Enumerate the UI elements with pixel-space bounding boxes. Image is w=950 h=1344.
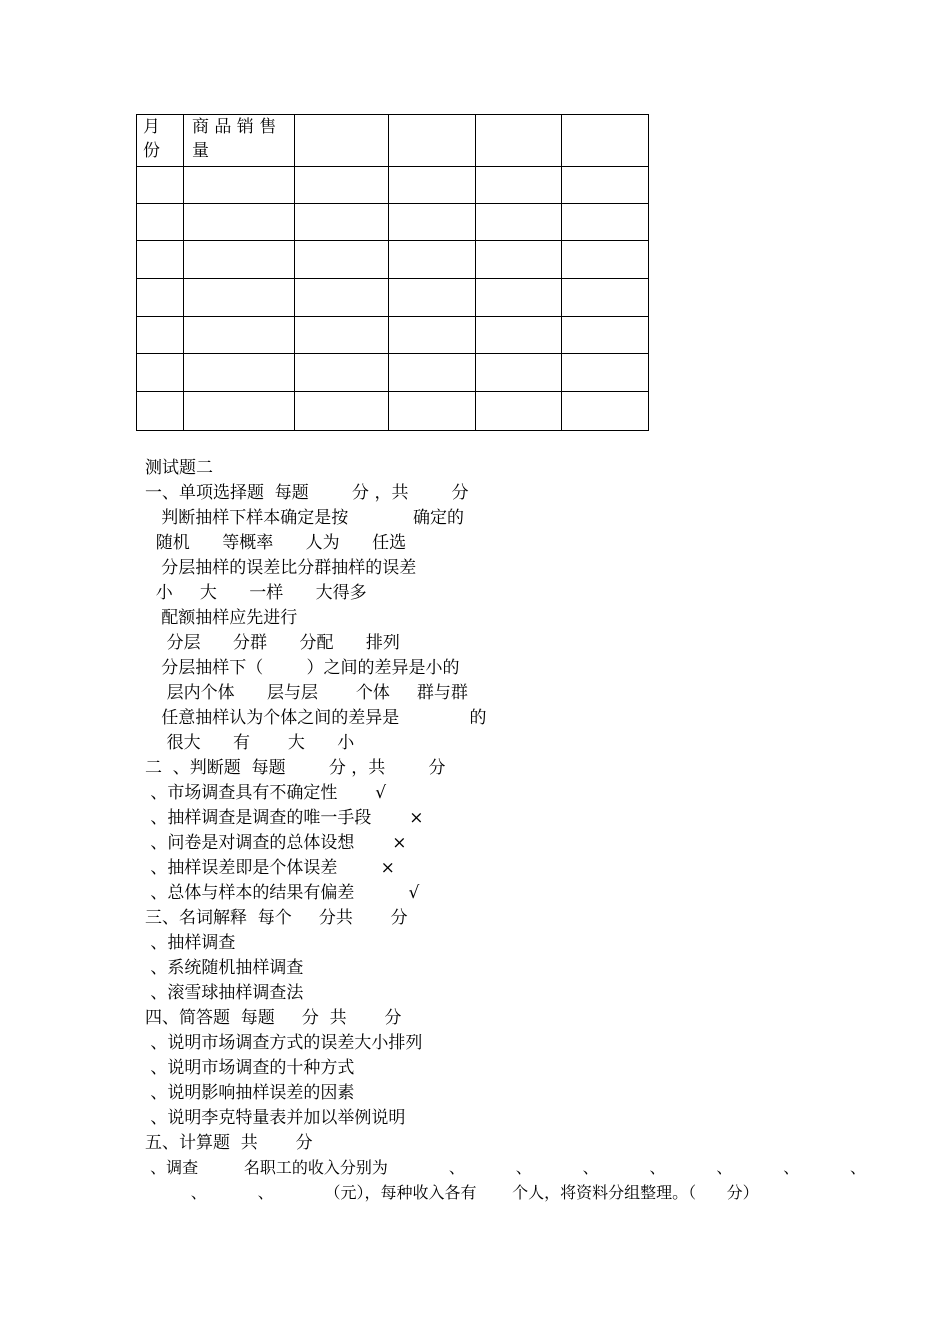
table-row [137, 392, 649, 431]
header-cell-3 [295, 115, 389, 167]
header-month-line-1: 月 [143, 117, 160, 137]
question-2-options: 小 大 一样 大得多 [145, 583, 367, 603]
heading-calculation: 五、计算题 共 分 [145, 1133, 313, 1153]
table-row [137, 279, 649, 317]
question-5: 任意抽样认为个体之间的差异是 的 [145, 708, 487, 728]
definition-item-2: 、系统随机抽样调查 [145, 958, 304, 978]
table-row [137, 241, 649, 279]
short-answer-2: 、说明市场调查的十种方式 [145, 1058, 355, 1078]
question-3-options: 分层 分群 分配 排列 [145, 633, 400, 653]
header-sales-line-1: 商 品 销 售 [192, 117, 277, 137]
header-sales-line-2: 量 [192, 141, 209, 161]
definition-item-3: 、滚雪球抽样调查法 [145, 983, 304, 1003]
header-month-line-2: 份 [143, 141, 160, 161]
table-header-row [137, 115, 649, 167]
calculation-line-2: 、 、 （元），每种收入各有 个人，将资料分组整理。（ 分） [145, 1183, 759, 1202]
table-row [137, 167, 649, 204]
heading-true-false: 二 、判断题 每题 分 ，共 分 [145, 758, 446, 778]
short-answer-3: 、说明影响抽样误差的因素 [145, 1083, 355, 1103]
calculation-line-1: 、调查 名职工的收入分别为 、 、 、 、 、 、 、 [145, 1158, 867, 1177]
question-2: 分层抽样的误差比分群抽样的误差 [145, 558, 417, 578]
header-cell-5 [476, 115, 562, 167]
heading-short-answer: 四、简答题 每题 分 共 分 [145, 1008, 402, 1028]
sales-table [136, 114, 649, 431]
section-title: 测试题二 [145, 458, 213, 478]
question-1-options: 随机 等概率 人为 任选 [145, 533, 407, 553]
tf-item-2: 、抽样调查是调查的唯一手段 × [145, 808, 424, 828]
question-4-options: 层内个体 层与层 个体 群与群 [145, 683, 468, 703]
tf-item-1: 、市场调查具有不确定性 √ [145, 783, 387, 803]
header-cell-6 [562, 115, 649, 167]
question-4: 分层抽样下（ ）之间的差异是小的 [145, 658, 460, 678]
tf-item-5: 、总体与样本的结果有偏差 √ [145, 883, 420, 903]
header-cell-4 [389, 115, 476, 167]
question-1: 判断抽样下样本确定是按 确定的 [145, 508, 465, 528]
table-row [137, 204, 649, 241]
short-answer-4: 、说明李克特量表并加以举例说明 [145, 1108, 406, 1128]
question-3: 配额抽样应先进行 [145, 608, 298, 628]
question-5-options: 很大 有 大 小 [145, 733, 355, 753]
header-cell-sales [184, 115, 295, 167]
short-answer-1: 、说明市场调查方式的误差大小排列 [145, 1033, 423, 1053]
tf-item-4: 、抽样误差即是个体误差 × [145, 858, 395, 878]
header-cell-month [137, 115, 184, 167]
heading-single-choice: 一、单项选择题 每题 分 ，共 分 [145, 483, 469, 503]
tf-item-3: 、问卷是对调查的总体设想 × [145, 833, 407, 853]
definition-item-1: 、抽样调查 [145, 933, 236, 953]
heading-definitions: 三、名词解释 每个 分共 分 [145, 908, 408, 928]
table-row [137, 354, 649, 392]
table-row [137, 317, 649, 354]
